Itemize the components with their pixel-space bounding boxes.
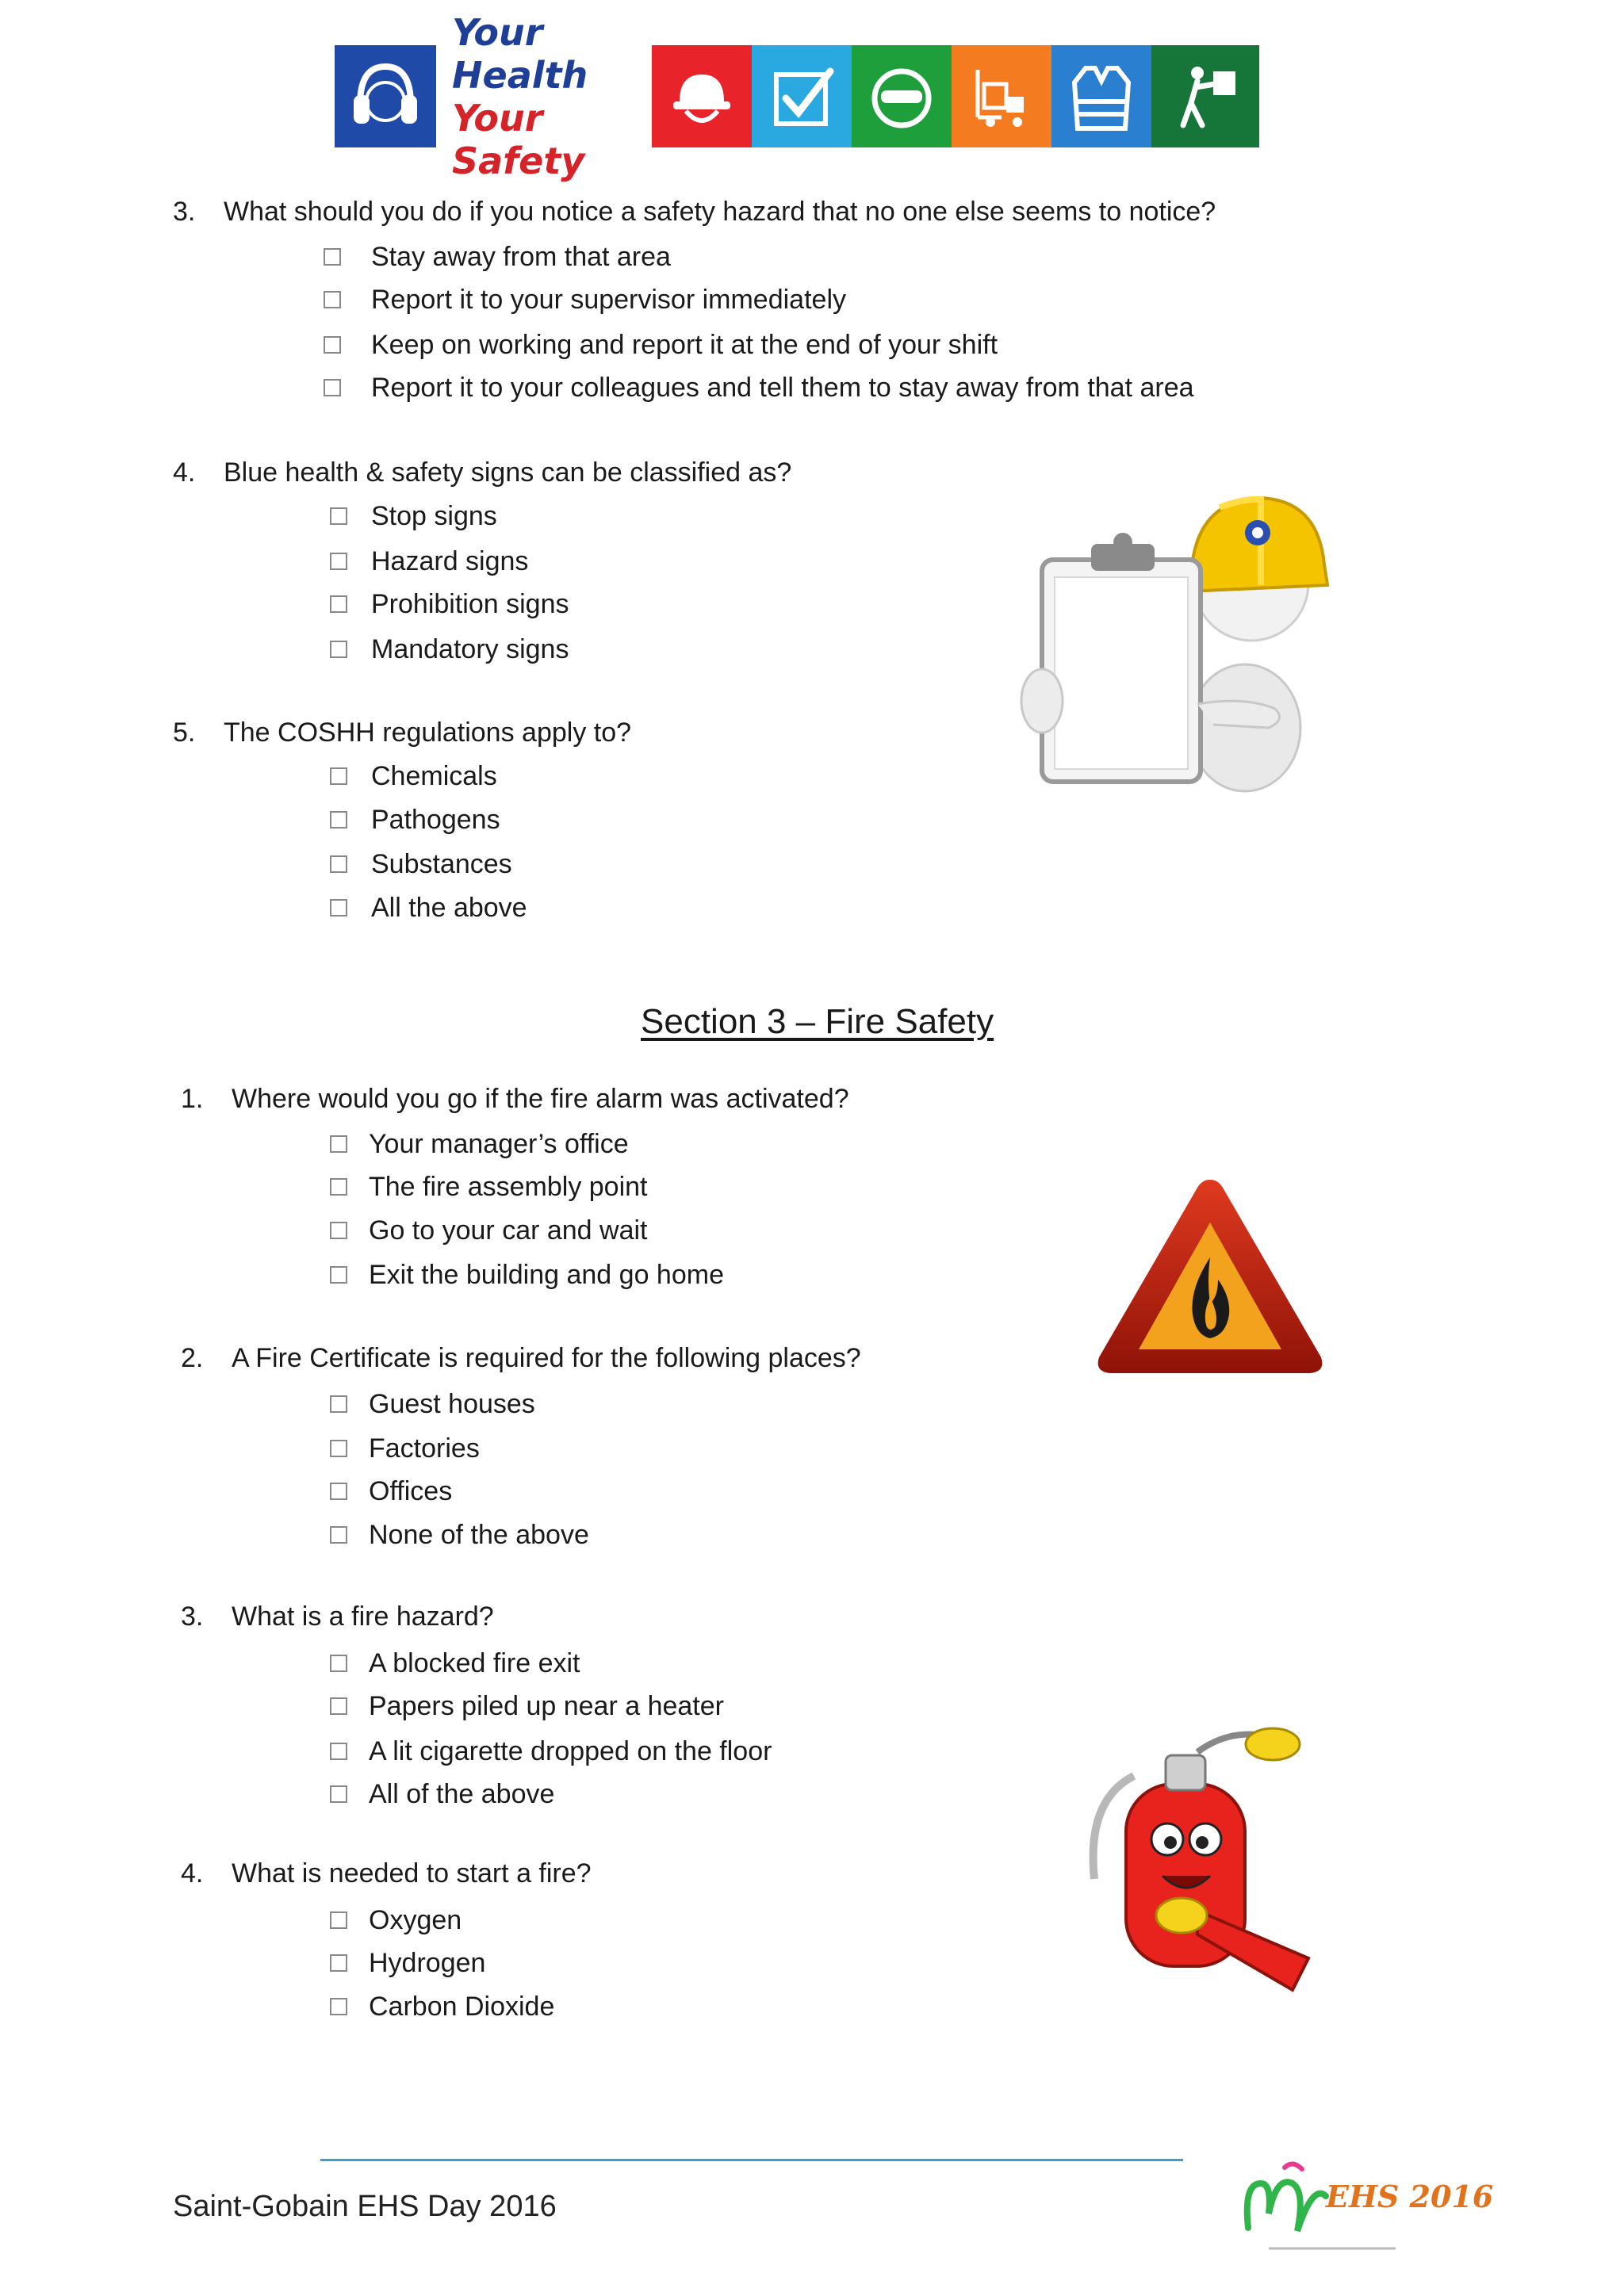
question-number: 4. — [173, 457, 196, 488]
worker-with-clipboard-illustration — [1007, 466, 1356, 799]
answer-checkbox[interactable] — [324, 291, 341, 308]
brand-line-2: Your Safety — [452, 96, 585, 182]
answer-option: Pathogens — [371, 805, 500, 835]
fire-extinguisher-cartoon — [1078, 1720, 1332, 1998]
answer-option: Exit the building and go home — [369, 1260, 724, 1290]
answer-checkbox[interactable] — [330, 507, 347, 525]
question-number: 3. — [181, 1601, 204, 1632]
answer-checkbox[interactable] — [330, 1222, 347, 1239]
answer-option: Mandatory signs — [371, 634, 569, 664]
answer-checkbox[interactable] — [324, 336, 341, 354]
answer-checkbox[interactable] — [330, 1440, 347, 1457]
checkbox-icon — [752, 45, 852, 147]
question-number: 2. — [181, 1343, 204, 1373]
answer-checkbox[interactable] — [330, 1395, 347, 1413]
answer-checkbox[interactable] — [330, 1911, 347, 1929]
question-text: What is a fire hazard? — [232, 1601, 494, 1632]
answer-option: Stop signs — [371, 501, 497, 531]
answer-checkbox[interactable] — [324, 248, 341, 266]
answer-option: Report it to your supervisor immediately — [371, 285, 847, 315]
answer-option: Report it to your colleagues and tell them to stay away from that area — [371, 373, 1194, 403]
question-text: Where would you go if the fire alarm was activated? — [232, 1084, 849, 1114]
answer-checkbox[interactable] — [330, 1998, 347, 2015]
header-banner — [335, 10, 1259, 182]
answer-option: Offices — [369, 1476, 453, 1506]
answer-checkbox[interactable] — [330, 641, 347, 658]
answer-option: Keep on working and report it at the end of your shift — [371, 330, 998, 360]
brand-line-1: Your Health — [452, 10, 588, 97]
question-number: 5. — [173, 718, 196, 748]
answer-option: Your manager’s office — [369, 1129, 629, 1159]
flammable-warning-sign — [1091, 1170, 1329, 1392]
answer-option: All of the above — [369, 1779, 555, 1809]
logo-text: EHS 2016 — [1326, 2179, 1494, 2214]
answer-option: Hazard signs — [371, 546, 529, 576]
answer-option: Carbon Dioxide — [369, 1992, 555, 2022]
hard-hat-icon — [652, 45, 752, 147]
answer-checkbox[interactable] — [330, 553, 347, 570]
question-text: A Fire Certificate is required for the following places? — [232, 1343, 861, 1373]
answer-option: A lit cigarette dropped on the floor — [369, 1736, 772, 1766]
answer-checkbox[interactable] — [330, 1135, 347, 1153]
answer-checkbox[interactable] — [330, 767, 347, 785]
question-number: 1. — [181, 1084, 204, 1114]
answer-checkbox[interactable] — [330, 855, 347, 873]
answer-checkbox[interactable] — [330, 1954, 347, 1972]
answer-option: Papers piled up near a heater — [369, 1691, 724, 1721]
answer-option: Factories — [369, 1433, 480, 1464]
answer-checkbox[interactable] — [330, 1743, 347, 1760]
question-number: 3. — [173, 197, 196, 227]
brand-title — [436, 10, 652, 182]
answer-checkbox[interactable] — [324, 379, 341, 396]
answer-checkbox[interactable] — [330, 1526, 347, 1544]
footer-divider — [320, 2159, 1183, 2161]
answer-checkbox[interactable] — [330, 1655, 347, 1672]
manual-handling-icon — [1151, 45, 1259, 147]
answer-option: Substances — [371, 849, 512, 879]
question-text: Blue health & safety signs can be classified as? — [224, 457, 792, 488]
answer-option: The fire assembly point — [369, 1172, 648, 1202]
question-text: What is needed to start a fire? — [232, 1858, 592, 1888]
hi-vis-vest-icon — [1051, 45, 1151, 147]
answer-option: Hydrogen — [369, 1948, 486, 1978]
answer-checkbox[interactable] — [330, 595, 347, 613]
answer-option: None of the above — [369, 1520, 589, 1550]
answer-checkbox[interactable] — [330, 1178, 347, 1196]
answer-option: Guest houses — [369, 1389, 535, 1419]
answer-option: Chemicals — [371, 761, 497, 791]
answer-checkbox[interactable] — [330, 1785, 347, 1803]
answer-checkbox[interactable] — [330, 1483, 347, 1500]
question-text: The COSHH regulations apply to? — [224, 718, 632, 748]
answer-option: Oxygen — [369, 1905, 462, 1935]
answer-checkbox[interactable] — [330, 899, 347, 916]
answer-option: All the above — [371, 893, 527, 923]
answer-checkbox[interactable] — [330, 1697, 347, 1715]
answer-checkbox[interactable] — [330, 1266, 347, 1284]
question-text: What should you do if you notice a safety hazard that no one else seems to notice? — [224, 197, 1216, 227]
footer-text: Saint-Gobain EHS Day 2016 — [173, 2190, 557, 2223]
answer-option: A blocked fire exit — [369, 1648, 580, 1678]
section-title: Section 3 – Fire Safety — [641, 1002, 994, 1041]
forklift-icon — [952, 45, 1051, 147]
question-number: 4. — [181, 1858, 204, 1888]
safety-goggles-icon — [852, 45, 952, 147]
answer-option: Prohibition signs — [371, 589, 569, 619]
ear-protection-icon — [335, 45, 436, 147]
answer-option: Stay away from that area — [371, 242, 671, 272]
answer-checkbox[interactable] — [330, 811, 347, 828]
ehs-day-logo — [1237, 2152, 1494, 2263]
answer-option: Go to your car and wait — [369, 1215, 648, 1246]
